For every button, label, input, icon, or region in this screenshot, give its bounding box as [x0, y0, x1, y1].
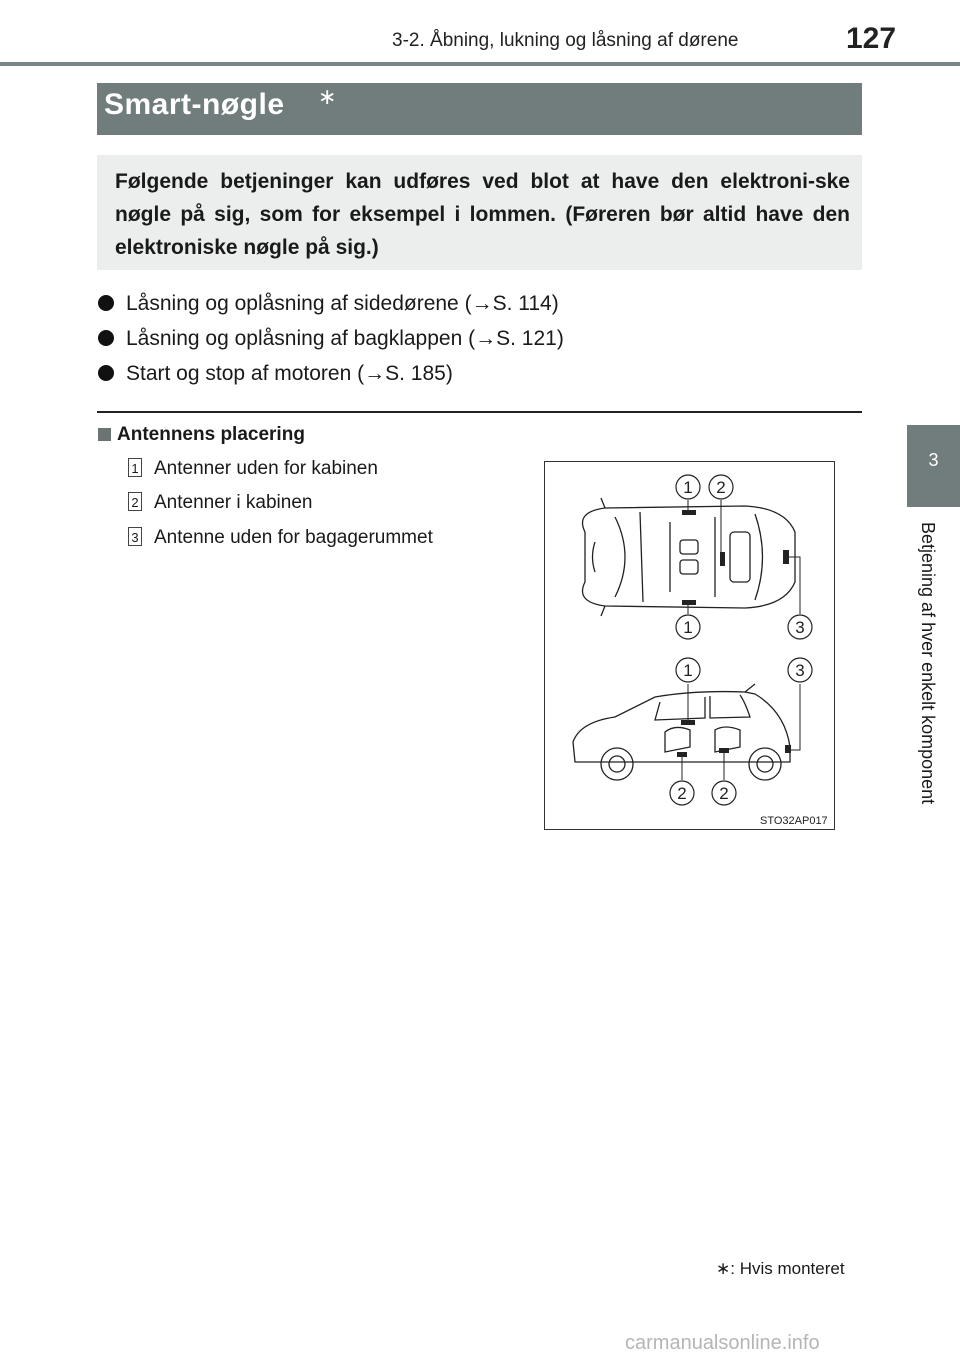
- bullet-text: Låsning og oplåsning af bagklappen (→S. 121): [126, 327, 564, 350]
- bullet-item: [98, 362, 453, 386]
- footnote: ∗: Hvis monteret: [716, 1259, 845, 1278]
- antenna-location-figure: [544, 461, 835, 830]
- watermark: carmanualsonline.info: [625, 1332, 820, 1354]
- bullet-dot-icon: [98, 365, 114, 381]
- legend-label: Antenne uden for bagagerummet: [154, 527, 433, 548]
- callout-label: 3: [795, 618, 805, 637]
- page-title: Smart-nøgle: [104, 88, 285, 121]
- callout-label: 1: [683, 618, 693, 637]
- callout-label: 2: [719, 784, 729, 803]
- callouts-side: [670, 658, 812, 805]
- antenna-markers-top: [682, 510, 789, 605]
- legend-item: [128, 492, 312, 514]
- running-header-section: 3-2. Åbning, lukning og låsning af dørene: [392, 30, 739, 51]
- intro-text: Følgende betjeninger kan udføres ved blot at have den elektroni-ske nøgle på sig, som for eksempel i lommen. (Føreren bør altid have den elektroniske nøgle på sig.): [115, 170, 850, 259]
- callout-label: 1: [683, 661, 693, 680]
- car-diagram-svg: [545, 462, 833, 828]
- legend-label: Antenner i kabinen: [154, 492, 313, 513]
- header-rule: [0, 62, 960, 66]
- leader-lines-side: [682, 684, 800, 780]
- bullet-dot-icon: [98, 295, 114, 311]
- bullet-text: Låsning og oplåsning af sidedørene (→S. 114): [126, 292, 559, 315]
- bullet-text: Start og stop af motoren (→S. 185): [126, 362, 453, 385]
- subsection-heading: Antennens placering: [117, 424, 305, 445]
- legend-label: Antenner uden for kabinen: [154, 458, 378, 479]
- callout-number-box: 3: [128, 527, 142, 546]
- page-number: 127: [846, 22, 897, 55]
- callout-label: 1: [683, 478, 693, 497]
- car-top-view: [583, 498, 796, 616]
- section-divider: [97, 411, 862, 413]
- title-asterisk-marker: ∗: [318, 84, 337, 109]
- chapter-side-label: Betjening af hver enkelt komponent: [918, 522, 938, 805]
- chapter-tab-number: 3: [928, 450, 939, 470]
- callout-label: 2: [677, 784, 687, 803]
- legend-item: [128, 458, 378, 480]
- callout-label: 3: [795, 661, 805, 680]
- callout-number-box: 1: [128, 458, 142, 477]
- callout-number-box: 2: [128, 492, 142, 511]
- bullet-dot-icon: [98, 330, 114, 346]
- legend-item: [128, 527, 433, 549]
- callout-label: 2: [716, 478, 726, 497]
- square-bullet-icon: [98, 428, 111, 441]
- bullet-item: [98, 292, 559, 316]
- figure-code: STO32AP017: [760, 815, 828, 827]
- bullet-item: [98, 327, 564, 351]
